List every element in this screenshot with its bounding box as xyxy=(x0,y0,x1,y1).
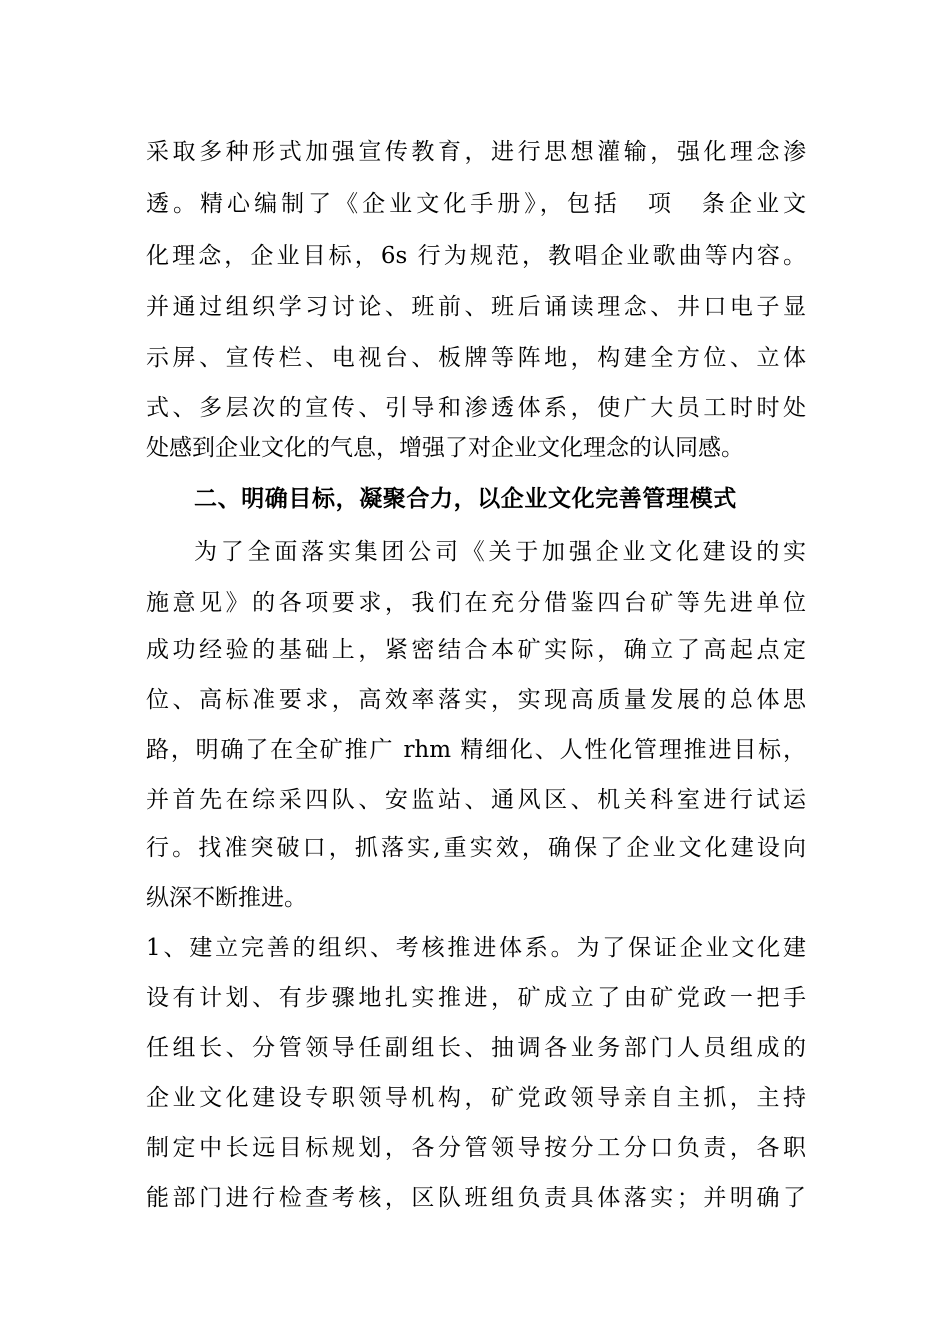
paragraph-line: 任组长、分管领导任副组长、抽调各业务部门人员组成的 xyxy=(146,1035,806,1061)
paragraph-line: 行。找准突破口，抓落实,重实效，确保了企业文化建设向 xyxy=(146,835,806,861)
paragraph-line: 位、高标准要求，高效率落实，实现高质量发展的总体思 xyxy=(146,687,806,713)
section-heading: 二、明确目标，凝聚合力，以企业文化完善管理模式 xyxy=(194,486,737,512)
paragraph-line: 并首先在综采四队、安监站、通风区、机关科室进行试运 xyxy=(146,787,806,813)
paragraph-line: 制定中长远目标规划，各分管领导按分工分口负责，各职 xyxy=(146,1135,806,1161)
paragraph-line: 施意见》的各项要求，我们在充分借鉴四台矿等先进单位 xyxy=(146,590,806,616)
paragraph-line: 化理念，企业目标，6s 行为规范，教唱企业歌曲等内容。 xyxy=(146,243,806,269)
paragraph-line: 式、多层次的宣传、引导和渗透体系，使广大员工时时处 xyxy=(146,395,806,421)
paragraph-line: 企业文化建设专职领导机构，矿党政领导亲自主抓，主持 xyxy=(146,1085,806,1111)
paragraph-line: 示屏、宣传栏、电视台、板牌等阵地，构建全方位、立体 xyxy=(146,345,806,371)
paragraph-line: 成功经验的基础上，紧密结合本矿实际，确立了高起点定 xyxy=(146,637,806,663)
paragraph-line: 透。精心编制了《企业文化手册》，包括 项 条企业文 xyxy=(146,191,806,217)
paragraph-line: 处感到企业文化的气息，增强了对企业文化理念的认同感。 xyxy=(146,435,744,461)
paragraph-line: 能部门进行检查考核，区队班组负责具体落实；并明确了 xyxy=(146,1185,806,1211)
paragraph-line: 路，明确了在全矿推广 rhm 精细化、人性化管理推进目标， xyxy=(146,737,806,763)
list-item-line: 1、建立完善的组织、考核推进体系。为了保证企业文化建 xyxy=(146,935,806,961)
paragraph-line: 纵深不断推进。 xyxy=(146,885,307,911)
paragraph-line: 设有计划、有步骤地扎实推进，矿成立了由矿党政一把手 xyxy=(146,985,806,1011)
paragraph-line: 采取多种形式加强宣传教育，进行思想灌输，强化理念渗 xyxy=(146,139,806,165)
paragraph-line: 并通过组织学习讨论、班前、班后诵读理念、井口电子显 xyxy=(146,294,806,320)
paragraph-line: 为了全面落实集团公司《关于加强企业文化建设的实 xyxy=(194,539,806,565)
